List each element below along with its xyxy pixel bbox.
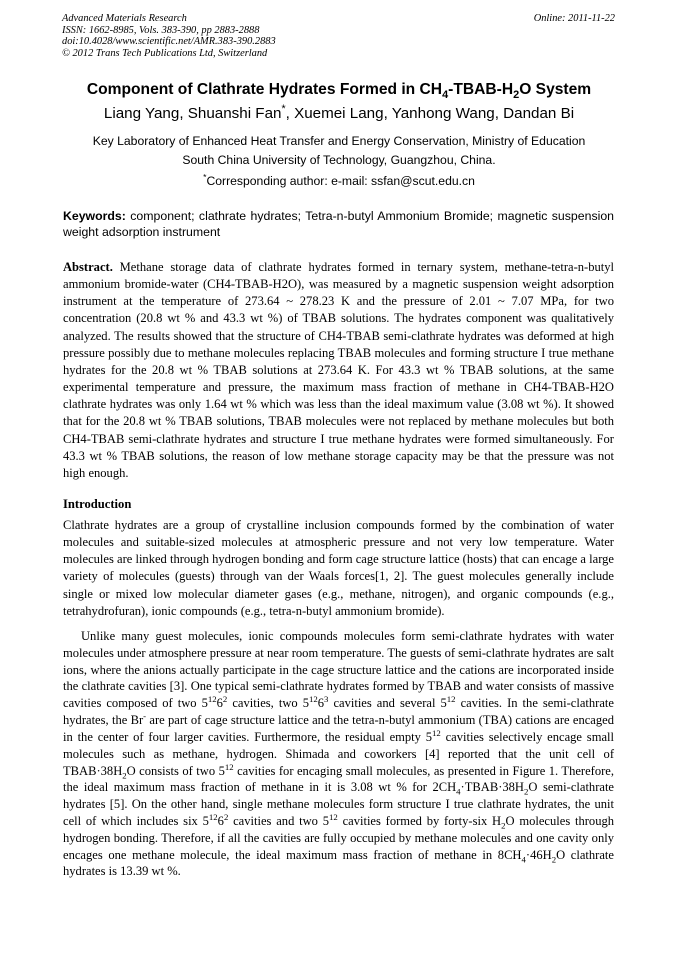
text-run: 6 bbox=[217, 813, 224, 828]
text-run: 6 bbox=[317, 696, 325, 711]
online-date: Online: 2011-11-22 bbox=[533, 13, 615, 24]
text-run: cavities and several 5 bbox=[328, 696, 447, 711]
abstract-text: Methane storage data of clathrate hydrates formed in ternary system, methane-tetra-n-butyl ammonium bromide-water (CH4-TBAB-H2O), was measured by a magnetic suspension weight adsorption instrument at the temperature of 273.64 ~ 278.23 K and the pressure of 2.01 ~ 7.07 MPa, for two concentration (20.8 wt % and 43.3 wt %) of TBAB solutions. The hydrates component was qualitatively analyzed. The results showed that the structure of CH4-TBAB semi-clathrate hydrates was deformed at high pressure possibly due to methane molecules replacing TBAB molecules and forming structure I true methane hydrates for the 20.8 wt % TBAB solutions at 273.64 K. For 43.3 wt % TBAB solutions, at the same experimental temperature and pressure, the maximum mass fraction of methane in CH4-TBAB-H2O clathrate hydrates was only 1.64 wt % which was less than the ideal maximum value (3.08 wt %). It showed that for the 20.8 wt % TBAB solutions, TBAB molecules were not replaced by methane molecules but both CH4-TBAB semi-clathrate hydrates and structure I true methane hydrates were formed simultaneously. For 43.3 wt % TBAB solutions, the reason of low methane storage capacity may be that the pressure was not high enough. bbox=[63, 260, 614, 480]
text-run: O molecules through hydrogen bonding. Therefore, if all the cavities are fully occupied by methane molecules and one cavity only encages one methane molecule, the ideal maximum mass fraction of methane in 8CH bbox=[63, 813, 615, 862]
subscript: 2 bbox=[523, 786, 529, 797]
corresponding-email[interactable]: Corresponding author: e-mail: ssfan@scut.edu.cn bbox=[206, 174, 475, 188]
text-run: O clathrate hydrates is 13.39 wt %. bbox=[63, 847, 614, 879]
journal-name: Advanced Materials Research bbox=[62, 13, 187, 24]
journal-header bbox=[62, 13, 276, 59]
subscript: 2 bbox=[551, 854, 557, 865]
author-list bbox=[40, 104, 638, 124]
text-run: cavities. In the semi-clathrate hydrates, the Br bbox=[63, 696, 614, 728]
superscript: 2 bbox=[223, 811, 229, 822]
text-run: cavities formed by forty-six H bbox=[337, 813, 502, 828]
text-run: O consists of two 5 bbox=[126, 763, 225, 778]
corresponding-author bbox=[40, 173, 638, 189]
text-run: are part of cage structure lattice and the tetra-n-butyl ammonium (TBA) cations are encaged in the center of four larger cavities. Furthermore, the residual empty 5 bbox=[63, 713, 614, 744]
superscript: 12 bbox=[308, 694, 318, 705]
text-run: O semi-clathrate hydrates [5]. On the other hand, single methane molecules form structure I true clathrate hydrates, the unit cell of which includes six 5 bbox=[63, 780, 615, 828]
issn-line: ISSN: 1662-8985, Vols. 383-390, pp 2883-2888 bbox=[62, 24, 260, 36]
superscript: 12 bbox=[207, 694, 217, 705]
authors-part: Liang Yang, Shuanshi Fan bbox=[103, 105, 282, 122]
superscript: 2 bbox=[222, 694, 228, 705]
keywords-text: component; clathrate hydrates; Tetra-n-butyl Ammonium Bromide; magnetic suspension weight adsorption instrument bbox=[63, 209, 614, 239]
title-part: Component of Clathrate Hydrates Formed in CH bbox=[86, 81, 443, 98]
abstract-block bbox=[63, 259, 614, 482]
subscript: 2 bbox=[501, 820, 506, 831]
introduction-heading: Introduction bbox=[63, 497, 132, 511]
superscript: 12 bbox=[208, 811, 218, 822]
text-run: Unlike many guest molecules, ionic compounds molecules form semi-clathrate hydrates with water molecules under atmosphere pressure at near room temperature. The guests of semi-clathrate hydrates are salt ions, where the anions actually participate in the cage structure lattice and the cations are incorporated inside the clathrate cavities [3]. One typical semi-clathrate hydrates formed by TBAB and water consists of massive cavities composed of two 5 bbox=[63, 629, 614, 711]
authors-part: , Xuemei Lang, Yanhong Wang, Dandan Bi bbox=[285, 105, 575, 122]
text-run: 6 bbox=[216, 696, 223, 711]
text-run: cavities, two 5 bbox=[227, 696, 309, 711]
text-run: cavities selectively encage small molecules such as methane, hydrogen. Shimada and coworkers [4] reported that the unit cell of TBAB·38H bbox=[63, 729, 614, 778]
corresponding-marker: * bbox=[203, 171, 207, 182]
text-run: ·TBAB·38H bbox=[460, 780, 524, 795]
intro-paragraph-1: Clathrate hydrates are a group of crystalline inclusion compounds formed by the combination of water molecules and suitable-sized molecules at atmospheric pressure and not very low temperature. Water molecules are linked through hydrogen bonding and form cage structure lattice (hosts) that can encage a large variety of molecules (guests) through van der Waals forces[1, 2]. The guest molecules generally include single or mixed low molecular diameter gases (e.g., methane, nitrogen), and organic compounds (e.g., tetrahydrofuran), ionic compounds (e.g., tetra-n-butyl ammonium bromide). bbox=[63, 518, 614, 618]
text-run: cavities and two 5 bbox=[228, 813, 330, 828]
title-part: -TBAB-H bbox=[448, 81, 514, 98]
text-run: ·46H bbox=[525, 847, 552, 862]
text-run: cavities for encaging small molecules, as presented in Figure 1. Therefore, the ideal maximum mass fraction of methane in it is 3.08 wt % for 2CH bbox=[63, 763, 615, 795]
superscript: 12 bbox=[329, 811, 338, 822]
superscript: 12 bbox=[432, 727, 441, 738]
title-subscript: 2 bbox=[513, 89, 520, 102]
keywords-block bbox=[63, 208, 614, 240]
superscript: 3 bbox=[324, 694, 329, 705]
intro-paragraph-2 bbox=[63, 628, 614, 880]
title-part: O System bbox=[519, 81, 592, 98]
subscript: 2 bbox=[122, 770, 127, 780]
superscript: 12 bbox=[446, 694, 456, 705]
subscript: 4 bbox=[456, 786, 461, 797]
abstract-label: Abstract. bbox=[63, 260, 113, 274]
keywords-label: Keywords: bbox=[63, 209, 126, 223]
subscript: 4 bbox=[521, 854, 526, 865]
affiliation-line: South China University of Technology, Guangzhou, China. bbox=[182, 153, 496, 167]
corresponding-marker: * bbox=[281, 102, 286, 115]
doi-line[interactable]: doi:10.4028/www.scientific.net/AMR.383-390.2883 bbox=[62, 36, 276, 47]
superscript: 12 bbox=[224, 761, 234, 772]
copyright-line: © 2012 Trans Tech Publications Ltd, Switzerland bbox=[62, 47, 268, 59]
paper-title bbox=[40, 80, 638, 100]
title-subscript: 4 bbox=[442, 89, 449, 102]
affiliation-line: Key Laboratory of Enhanced Heat Transfer and Energy Conservation, Ministry of Education bbox=[92, 134, 586, 148]
superscript: - bbox=[143, 710, 147, 721]
